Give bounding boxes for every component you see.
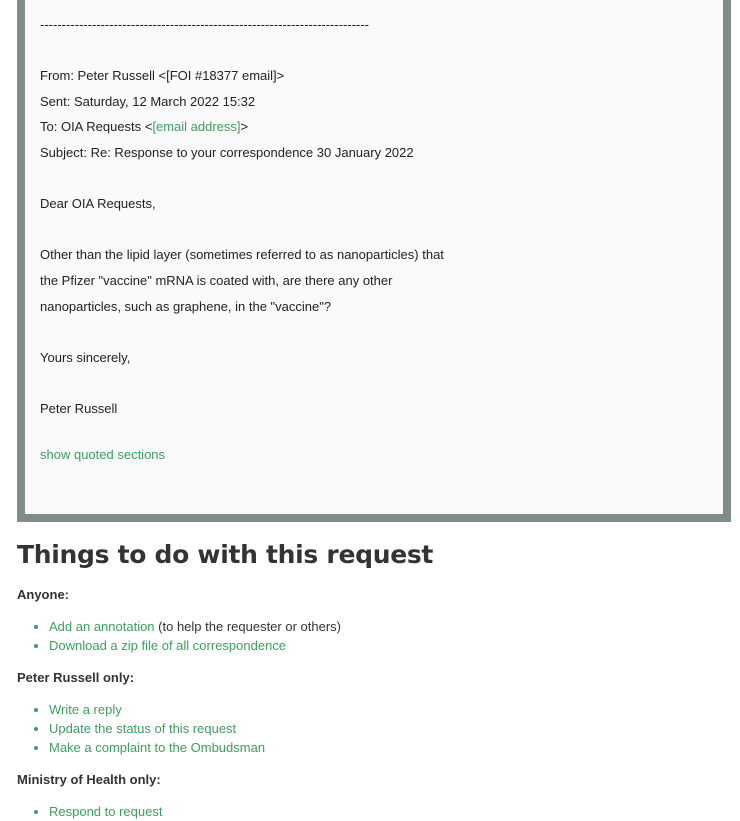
list-item xyxy=(49,617,341,636)
message-body xyxy=(40,12,444,422)
annotation-note: (to help the requester or others) xyxy=(154,619,341,634)
body-line: Other than the lipid layer (sometimes referred to as nanoparticles) that xyxy=(40,247,444,263)
respond-to-request-link[interactable]: Respond to request xyxy=(49,804,163,819)
greeting: Dear OIA Requests, xyxy=(40,196,156,212)
ombudsman-complaint-link[interactable]: Make a complaint to the Ombudsman xyxy=(49,740,266,755)
header-sent: Sent: Saturday, 12 March 2022 15:32 xyxy=(40,93,256,109)
list-item xyxy=(49,700,265,719)
list-item xyxy=(49,719,265,738)
write-reply-link[interactable]: Write a reply xyxy=(49,702,122,717)
add-annotation-link[interactable]: Add an annotation xyxy=(49,619,155,634)
requester-actions-list xyxy=(17,700,265,757)
things-to-do-heading: Things to do with this request xyxy=(17,540,434,569)
update-status-link[interactable]: Update the status of this request xyxy=(49,721,237,736)
requester-only-label: Peter Russell only: xyxy=(17,670,135,685)
correspondence-message xyxy=(25,0,723,514)
list-item xyxy=(49,738,265,757)
authority-only-label: Ministry of Health only: xyxy=(17,772,161,787)
foi-email-placeholder: [FOI #18377 email] xyxy=(166,68,277,84)
download-zip-link[interactable]: Download a zip file of all correspondence xyxy=(49,638,287,653)
correspondence-frame xyxy=(17,0,731,522)
signature: Peter Russell xyxy=(40,400,118,416)
signoff: Yours sincerely, xyxy=(40,349,131,365)
list-item xyxy=(49,636,341,655)
body-line: the Pfizer "vaccine" mRNA is coated with, are there any other xyxy=(40,272,393,288)
header-subject: Subject: Re: Response to your correspondence 30 January 2022 xyxy=(40,144,414,160)
header-to: To: OIA Requests <[email address]> xyxy=(40,119,249,135)
body-line: nanoparticles, such as graphene, in the "vaccine"? xyxy=(40,298,332,314)
quote-divider: ---------------------------------------------------------------------------- xyxy=(40,17,370,32)
anyone-actions-list xyxy=(17,617,341,655)
anyone-label: Anyone: xyxy=(17,587,69,602)
email-address-link[interactable]: [email address] xyxy=(152,119,241,135)
list-item xyxy=(49,802,162,821)
authority-actions-list xyxy=(17,802,162,821)
show-quoted-sections-link[interactable]: show quoted sections xyxy=(40,447,166,462)
header-from: From: Peter Russell <[FOI #18377 email]> xyxy=(40,68,285,84)
